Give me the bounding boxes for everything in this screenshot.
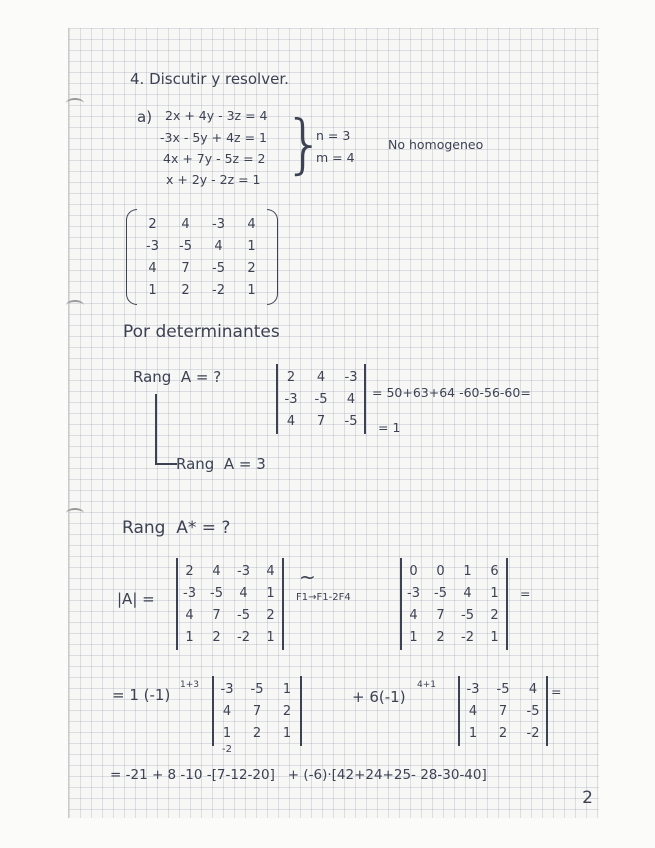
m-equations: m = 4 (316, 150, 355, 165)
section-heading: Por determinantes (123, 322, 280, 342)
matrix-cell: -5 (250, 681, 264, 697)
equation-4: x + 2y - 2z = 1 (166, 172, 261, 187)
matrix-cell: 1 (266, 585, 275, 601)
matrix-row (176, 560, 284, 582)
matrix-cell: 1 (463, 563, 472, 579)
matrix-row (176, 604, 284, 626)
matrix-cell: 1 (266, 629, 275, 645)
matrix-row (458, 722, 548, 744)
matrix-cell: 7 (436, 607, 445, 623)
equals-sign: = (520, 586, 531, 601)
matrix-cell: 4 (247, 216, 256, 232)
reduced-determinant (400, 560, 508, 648)
matrix-cell: 1 (185, 629, 194, 645)
system-brace: } (284, 108, 325, 182)
matrix-cell: 2 (266, 607, 275, 623)
matrix-cell: 2 (247, 260, 256, 276)
matrix-cell: -5 (210, 585, 223, 601)
matrix-cell: -5 (179, 238, 192, 254)
matrix-cell: 1 (468, 725, 478, 741)
matrix-cell: 4 (528, 681, 538, 697)
row-operation: F1→F1-2F4 (296, 592, 351, 603)
matrix-row (400, 626, 508, 648)
matrix-row (212, 722, 302, 744)
matrix-cell: 4 (148, 260, 157, 276)
matrix-cell: 1 (282, 725, 292, 741)
matrix-cell: 1 (247, 238, 256, 254)
cofactor-term-1: = 1 (-1) (112, 686, 171, 704)
equation-2: -3x - 5y + 4z = 1 (160, 130, 267, 145)
matrix-cell: 1 (148, 282, 157, 298)
matrix-cell: -3 (237, 563, 250, 579)
matrix-cell: -3 (146, 238, 159, 254)
rank-a-question: Rang A = ? (133, 368, 222, 386)
matrix-row (212, 700, 302, 722)
matrix-cell: 4 (409, 607, 418, 623)
n-unknowns: n = 3 (316, 128, 351, 143)
matrix-cell: 4 (316, 369, 326, 385)
matrix-row (276, 410, 366, 432)
punch-hole (66, 300, 84, 311)
matrix-row (400, 560, 508, 582)
matrix-cell: 4 (463, 585, 472, 601)
matrix-cell: 1 (282, 681, 292, 697)
rank-a-conclusion: Rang A = 3 (176, 455, 266, 473)
matrix-cell: 4 (346, 391, 356, 407)
matrix-cell: -2 (212, 282, 225, 298)
matrix-cell: 7 (498, 703, 508, 719)
part-label: a) (137, 108, 153, 126)
matrix-cell: -5 (526, 703, 540, 719)
matrix-row (400, 582, 508, 604)
matrix-cell: 2 (282, 703, 292, 719)
rank-a-determinant (276, 366, 366, 432)
matrix-cell: 2 (252, 725, 262, 741)
matrix-cell: -3 (220, 681, 234, 697)
matrix-cell: 1 (490, 585, 499, 601)
arrow-line (155, 394, 157, 464)
matrix-cell: -5 (344, 413, 358, 429)
matrix-row (276, 388, 366, 410)
exercise-title: 4. Discutir y resolver. (130, 70, 289, 88)
cofactor-exponent-2: 4+1 (417, 680, 436, 690)
minor-1 (212, 678, 302, 744)
matrix-row (212, 678, 302, 700)
matrix-cell: 4 (239, 585, 248, 601)
matrix-cell: -2 (461, 629, 474, 645)
determinant-result: = 1 (378, 420, 401, 435)
matrix-row (276, 366, 366, 388)
matrix-cell: 4 (212, 563, 221, 579)
matrix-cell: -2 (237, 629, 250, 645)
matrix-cell: 2 (498, 725, 508, 741)
matrix-cell: 2 (212, 629, 221, 645)
matrix-cell: 7 (252, 703, 262, 719)
matrix-cell: -5 (461, 607, 474, 623)
matrix-cell: 4 (214, 238, 223, 254)
equation-3: 4x + 7y - 5z = 2 (163, 151, 266, 166)
matrix-cell: -5 (434, 585, 447, 601)
matrix-cell: 4 (222, 703, 232, 719)
matrix-row (400, 604, 508, 626)
matrix-cell: -3 (284, 391, 298, 407)
matrix-cell: -3 (407, 585, 420, 601)
matrix-row (458, 678, 548, 700)
matrix-cell: -5 (237, 607, 250, 623)
page-number: 2 (582, 788, 593, 808)
augmented-matrix (136, 213, 268, 301)
rank-aug-question: Rang A* = ? (122, 518, 231, 538)
punch-hole (66, 98, 84, 109)
matrix-cell: 4 (181, 216, 190, 232)
matrix-cell: -3 (212, 216, 225, 232)
punch-hole (66, 508, 84, 519)
matrix-cell: -3 (466, 681, 480, 697)
matrix-cell: 2 (286, 369, 296, 385)
system-type-note: No homogeneo (388, 137, 484, 152)
matrix-cell: 4 (266, 563, 275, 579)
cofactor-exponent-1: 1+3 (180, 680, 199, 690)
matrix-cell: 6 (490, 563, 499, 579)
minor-2 (458, 678, 548, 744)
det-label: |A| = (117, 590, 155, 608)
matrix-cell: -3 (344, 369, 358, 385)
matrix-cell: 4 (185, 607, 194, 623)
matrix-row (176, 626, 284, 648)
matrix-cell: -5 (212, 260, 225, 276)
matrix-row (136, 213, 268, 235)
matrix-cell: 1 (490, 629, 499, 645)
cofactor-term-2: + 6(-1) (352, 688, 406, 706)
matrix-cell: -5 (496, 681, 510, 697)
matrix-cell: -3 (183, 585, 196, 601)
final-expansion: = -21 + 8 -10 -[7-12-20] + (-6)·[42+24+25- 28-30-40] (110, 767, 487, 783)
arrow-line (155, 463, 177, 465)
matrix-cell: -2 (526, 725, 540, 741)
sarrus-expansion: = 50+63+64 -60-56-60= (372, 385, 531, 400)
matrix-cell: 2 (148, 216, 157, 232)
matrix-row (176, 582, 284, 604)
matrix-cell: 2 (436, 629, 445, 645)
side-note: -2 (222, 744, 232, 755)
equals-sign-2: = (551, 684, 562, 699)
matrix-cell: 0 (409, 563, 418, 579)
matrix-cell: -5 (314, 391, 328, 407)
matrix-cell: 1 (409, 629, 418, 645)
augmented-determinant (176, 560, 284, 648)
matrix-cell: 4 (286, 413, 296, 429)
matrix-cell: 2 (181, 282, 190, 298)
matrix-cell: 4 (468, 703, 478, 719)
matrix-cell: 7 (212, 607, 221, 623)
equivalence-tilde: ~ (299, 565, 316, 589)
matrix-cell: 1 (247, 282, 256, 298)
matrix-cell: 2 (185, 563, 194, 579)
matrix-row (136, 235, 268, 257)
equation-1: 2x + 4y - 3z = 4 (165, 108, 268, 123)
matrix-row (136, 279, 268, 301)
matrix-cell: 0 (436, 563, 445, 579)
matrix-cell: 7 (181, 260, 190, 276)
matrix-row (458, 700, 548, 722)
matrix-cell: 1 (222, 725, 232, 741)
matrix-row (136, 257, 268, 279)
matrix-cell: 2 (490, 607, 499, 623)
matrix-cell: 7 (316, 413, 326, 429)
